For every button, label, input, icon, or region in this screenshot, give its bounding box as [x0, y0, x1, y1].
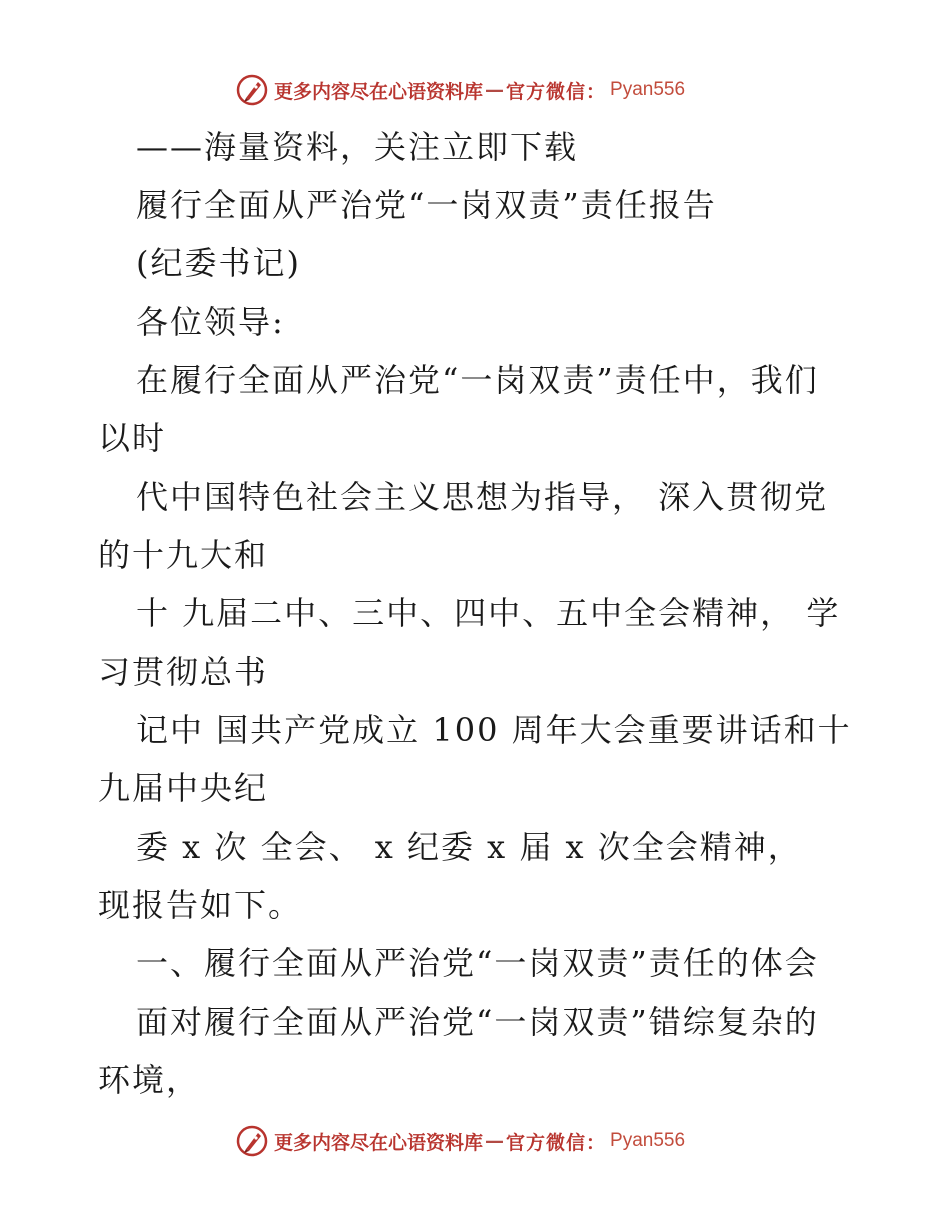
salutation: 各位领导: — [136, 303, 285, 341]
text-line: 记中 国共产党成立 100 周年大会重要讲话和十 — [136, 711, 852, 749]
header-banner — [236, 72, 685, 108]
text-line: 环境， — [98, 1061, 201, 1099]
banner-wechat-id: Pyan556 — [610, 1130, 686, 1151]
banner-wechat-id: Pyan556 — [610, 79, 686, 100]
footer-banner — [236, 1123, 685, 1159]
author-role: (纪委书记) — [136, 244, 301, 282]
banner-separator: — — [485, 1130, 505, 1152]
text-line: 九届中央纪 — [98, 769, 269, 807]
banner-wechat-label: 官方微信： — [506, 80, 607, 103]
banner-separator: — — [485, 79, 505, 101]
text-line: 委 x 次 全会、 x 纪委 x 届 x 次全会精神， — [136, 828, 802, 866]
pen-seal-logo-icon — [236, 74, 268, 106]
section-heading: 一、履行全面从严治党“一岗双责”责任的体会 — [136, 944, 819, 982]
text-line: ——海量资料，关注立即下载 — [136, 128, 579, 166]
document-title: 履行全面从严治党“一岗双责”责任报告 — [136, 186, 717, 224]
text-line: 在履行全面从严治党“一岗双责”责任中，我们 — [136, 361, 819, 399]
banner-text: 更多内容尽在心语资料库 — [274, 1131, 484, 1154]
text-line: 现报告如下。 — [98, 886, 303, 924]
banner-wechat-label: 官方微信： — [506, 1131, 607, 1154]
text-line: 习贯彻总书 — [98, 653, 269, 691]
banner-text: 更多内容尽在心语资料库 — [274, 80, 484, 103]
text-line: 十 九届二中、三中、四中、五中全会精神， 学 — [136, 594, 841, 632]
text-line: 面对履行全面从严治党“一岗双责”错综复杂的 — [136, 1003, 819, 1041]
pen-seal-logo-icon — [236, 1125, 268, 1157]
text-line: 代中国特色社会主义思想为指导， 深入贯彻党 — [136, 478, 829, 516]
text-line: 以时 — [98, 419, 167, 457]
text-line: 的十九大和 — [98, 536, 269, 574]
